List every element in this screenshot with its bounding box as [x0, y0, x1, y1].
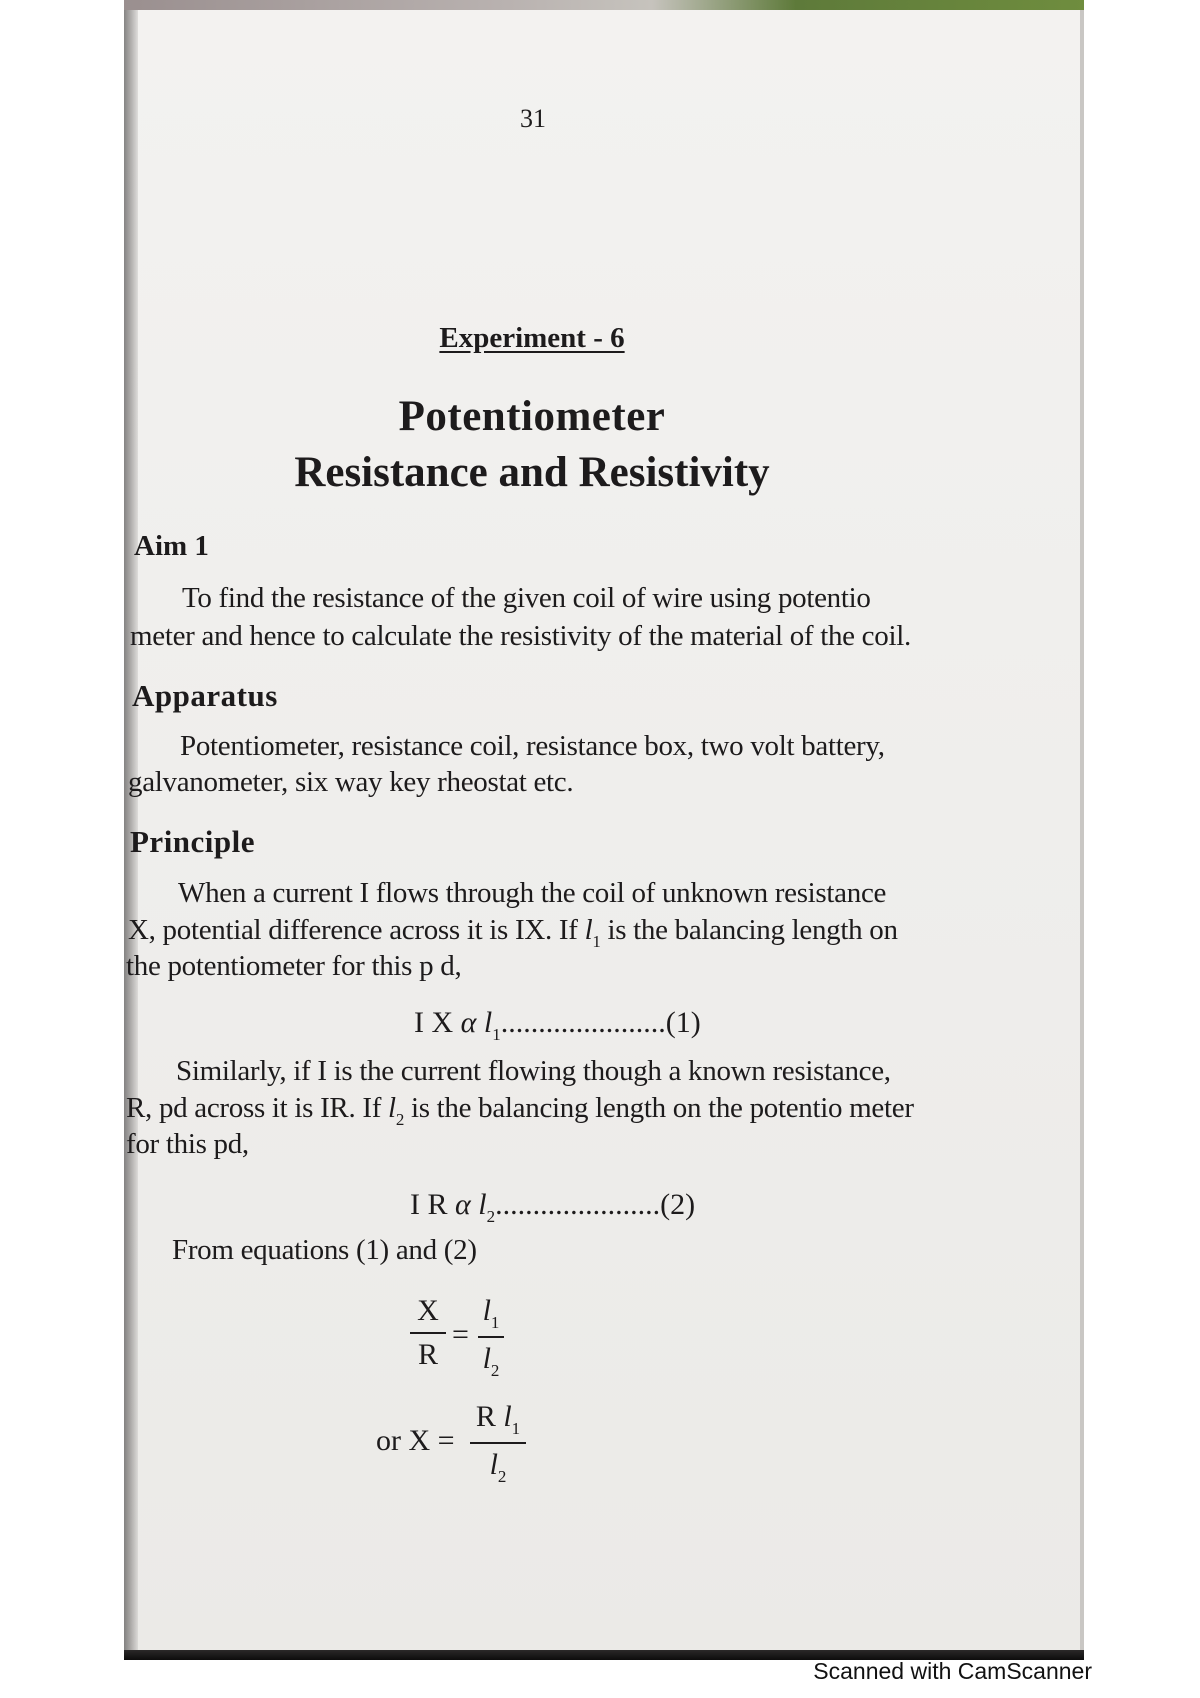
principle-line-4: Similarly, if I is the current flowing though a known resistance, [176, 1055, 891, 1087]
equation-1-number: ......................(1) [500, 1006, 701, 1039]
r-symbol: R [475, 1400, 504, 1433]
fraction-l1-over-l2 [478, 1290, 504, 1384]
fraction-l1-numerator [478, 1290, 504, 1336]
experiment-label: Experiment - 6 [439, 322, 625, 354]
aim-line-1: To find the resistance of the given coil of wire using potentio [182, 582, 871, 614]
page-number: 31 [520, 104, 546, 133]
equation-2-l-symbol: l [478, 1188, 487, 1221]
principle-line-7: From equations (1) and (2) [172, 1234, 477, 1266]
page-right-edge [1080, 10, 1084, 1660]
apparatus-line-1: Potentiometer, resistance coil, resistance box, two volt battery, [180, 730, 885, 762]
aim-heading: Aim 1 [134, 530, 209, 562]
equation-2-number: ......................(2) [495, 1188, 696, 1221]
equals-sign: = [452, 1318, 469, 1351]
principle-line-6: for this pd, [126, 1128, 249, 1160]
principle-heading: Principle [130, 824, 256, 859]
l1-symbol: l [482, 1294, 491, 1327]
or-x-equals: or X = [376, 1424, 455, 1457]
fraction-l2-denominator [478, 1338, 504, 1384]
equation-1 [414, 1006, 701, 1044]
principle-line-5-start: R, pd across it is IR. If [126, 1092, 389, 1124]
principle-line-2-end: is the balancing length on [600, 914, 898, 946]
book-page [124, 10, 1084, 1660]
title-line-1: Potentiometer [398, 393, 666, 440]
principle-line-2 [128, 914, 898, 951]
apparatus-line-2: galvanometer, six way key rheostat etc. [128, 766, 574, 798]
l2-symbol: l [489, 1448, 498, 1481]
l2-symbol: l [482, 1342, 491, 1375]
apparatus-heading: Apparatus [132, 678, 278, 713]
equation-1-l-symbol: l [483, 1006, 493, 1039]
principle-line-2-start: X, potential difference across it is IX. If [128, 914, 585, 946]
principle-line-5-end: is the balancing length on the potentio meter [404, 1092, 914, 1124]
fraction-l2-denominator [470, 1444, 526, 1490]
length-l1-symbol: l [584, 914, 593, 946]
title-line-2: Resistance and Resistivity [294, 449, 770, 496]
principle-line-5 [126, 1092, 914, 1129]
l1-subscript: 1 [511, 1419, 521, 1438]
camscanner-watermark: Scanned with CamScanner [813, 1658, 1092, 1684]
equation-2-l-subscript: 2 [486, 1207, 496, 1226]
fraction-rl1-over-l2 [470, 1396, 526, 1490]
fraction-x-numerator: X [417, 1294, 439, 1327]
length-l1-subscript: 1 [592, 932, 601, 951]
length-l2-subscript: 2 [395, 1110, 405, 1129]
fraction-r-denominator: R [417, 1338, 438, 1371]
l1-symbol: l [503, 1400, 512, 1433]
fraction-rl1-numerator [470, 1396, 526, 1442]
alpha-symbol: α [460, 1006, 477, 1039]
alpha-symbol-2: α [455, 1188, 471, 1221]
equation-2 [410, 1188, 696, 1226]
l1-subscript: 1 [490, 1313, 500, 1332]
l2-subscript: 2 [497, 1467, 507, 1486]
equation-2-lhs: I R [410, 1188, 455, 1221]
principle-line-1: When a current I flows through the coil of unknown resistance [178, 877, 887, 909]
aim-line-2: meter and hence to calculate the resistivity of the material of the coil. [130, 620, 911, 652]
fraction-x-over-r [410, 1290, 446, 1376]
l2-subscript: 2 [490, 1361, 500, 1380]
length-l2-symbol: l [388, 1092, 396, 1124]
principle-line-3: the potentiometer for this p d, [126, 950, 462, 982]
equation-1-l-subscript: 1 [492, 1025, 501, 1044]
equation-1-lhs: I X [414, 1006, 461, 1039]
